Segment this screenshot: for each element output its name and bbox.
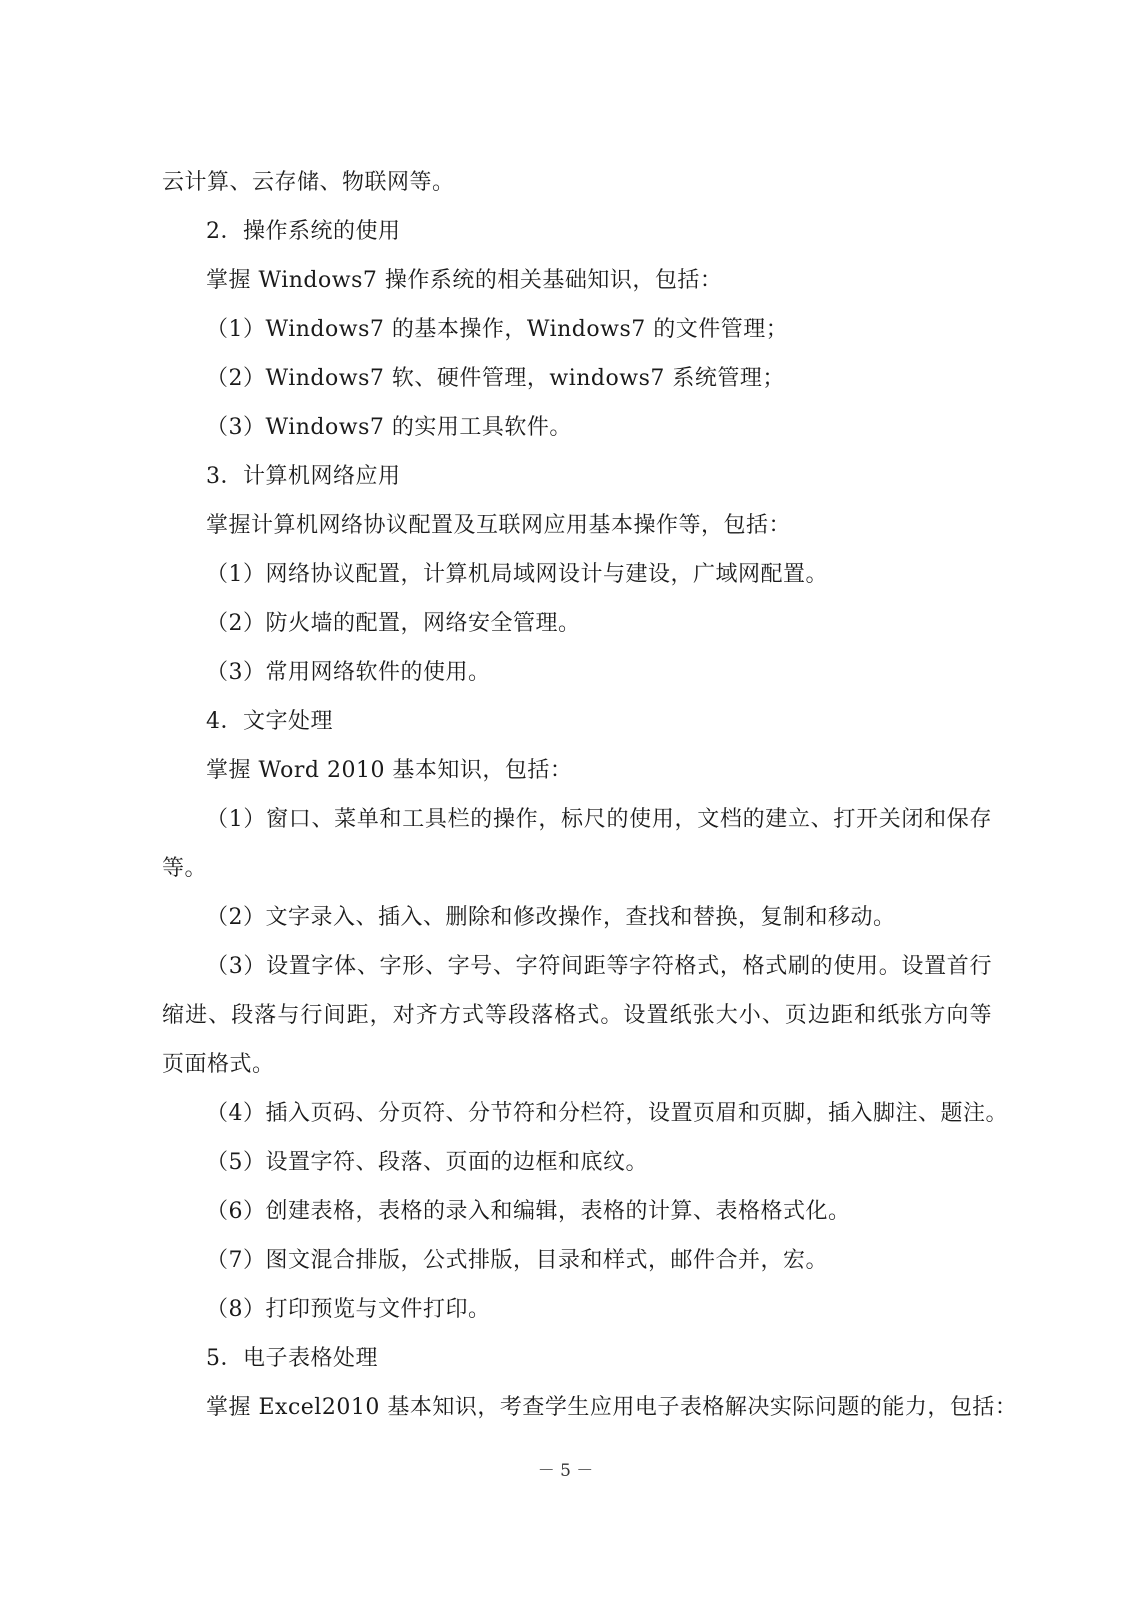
list-item: （3）设置字体、字形、字号、字符间距等字符格式，格式刷的使用。设置首行缩进、段落与行间距，对齐方式等段落格式。设置纸张大小、页边距和纸张方向等页面格式。 [162,954,992,1077]
list-item: （1）Windows7 的基本操作，Windows7 的文件管理； [206,317,789,342]
list-item: （1）网络协议配置，计算机局域网设计与建设，广域网配置。 [206,562,828,587]
list-item: （3）Windows7 的实用工具软件。 [206,415,572,440]
list-item: （1）窗口、菜单和工具栏的操作，标尺的使用，文档的建立、打开关闭和保存等。 [162,807,992,881]
section-heading-word: 4．文字处理 [206,709,333,734]
list-item: （7）图文混合排版，公式排版，目录和样式，邮件合并，宏。 [206,1248,828,1273]
text-line: 云计算、云存储、物联网等。 [162,170,455,195]
list-item: （2）防火墙的配置，网络安全管理。 [206,611,581,636]
text-line: 掌握 Excel2010 基本知识，考查学生应用电子表格解决实际问题的能力，包括： [206,1395,1018,1420]
list-item: （2）Windows7 软、硬件管理，windows7 系统管理； [206,366,785,391]
list-item: （5）设置字符、段落、页面的边框和底纹。 [206,1150,648,1175]
document-body [162,158,1018,1432]
list-item: （2）文字录入、插入、删除和修改操作，查找和替换，复制和移动。 [206,905,896,930]
list-item: （3）常用网络软件的使用。 [206,660,491,685]
section-heading-network: 3．计算机网络应用 [206,464,401,489]
list-item: （8）打印预览与文件打印。 [206,1297,491,1322]
section-heading-os: 2．操作系统的使用 [206,219,401,244]
page-number: － 5 － [537,1461,594,1481]
section-heading-excel: 5．电子表格处理 [206,1346,378,1371]
text-line: 掌握 Word 2010 基本知识，包括： [206,758,573,783]
list-item: （6）创建表格，表格的录入和编辑，表格的计算、表格格式化。 [206,1199,851,1224]
text-line: 掌握计算机网络协议配置及互联网应用基本操作等，包括： [206,513,792,538]
text-line: 掌握 Windows7 操作系统的相关基础知识，包括： [206,268,723,293]
list-item: （4）插入页码、分页符、分节符和分栏符，设置页眉和页脚，插入脚注、题注。 [206,1101,1008,1126]
